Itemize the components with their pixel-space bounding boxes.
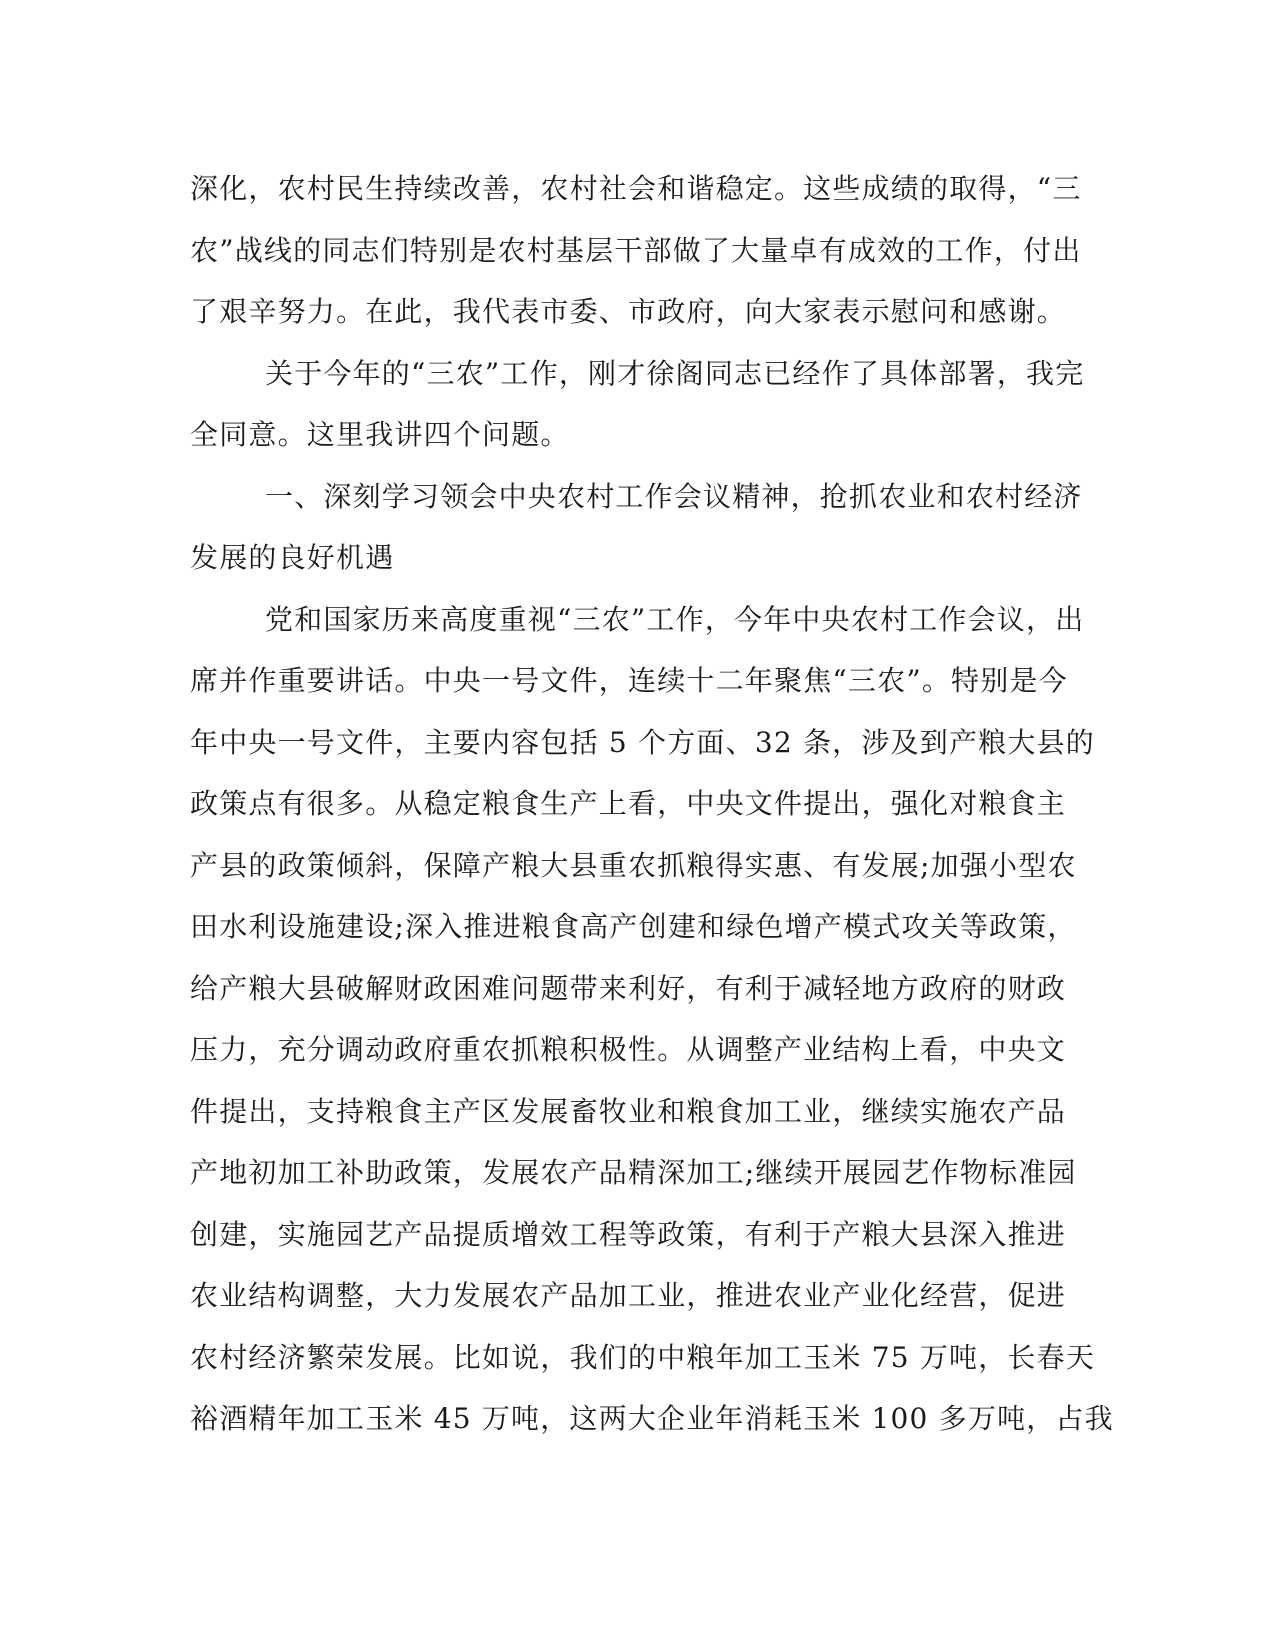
section-heading-line: 一、深刻学习领会中央农村工作会议精神，抢抓农业和农村经济 — [265, 479, 1083, 513]
text-line: 压力，充分调动政府重农抓粮积极性。从调整产业结构上看，中央文 — [190, 1033, 1067, 1066]
text-line: 产县的政策倾斜，保障产粮大县重农抓粮得实惠、有发展;加强小型农 — [190, 848, 1077, 882]
text-line: 了艰辛努力。在此，我代表市委、市政府，向大家表示慰问和感谢。 — [190, 295, 1067, 328]
text-line: 深化，农村民生持续改善，农村社会和谐稳定。这些成绩的取得，“三 — [190, 172, 1082, 205]
text-line: 农村经济繁荣发展。比如说，我们的中粮年加工玉米 75 万吨，长春天 — [190, 1340, 1096, 1374]
text-line: 产地初加工补助政策，发展农产品精深加工;继续开展园艺作物标准园 — [190, 1156, 1077, 1189]
text-line: 全同意。这里我讲四个问题。 — [190, 418, 570, 451]
text-line: 田水利设施建设;深入推进粮食高产创建和绿色增产模式攻关等政策， — [190, 910, 1077, 943]
section-heading-line: 发展的良好机遇 — [190, 541, 395, 574]
text-line: 给产粮大县破解财政困难问题带来利好，有利于减轻地方政府的财政 — [190, 971, 1067, 1005]
text-line: 政策点有很多。从稳定粮食生产上看，中央文件提出，强化对粮食主 — [190, 787, 1067, 820]
text-line: 创建，实施园艺产品提质增效工程等政策，有利于产粮大县深入推进 — [190, 1217, 1067, 1251]
paragraph-first-line: 党和国家历来高度重视“三农”工作，今年中央农村工作会议，出 — [265, 602, 1085, 636]
text-line: 件提出，支持粮食主产区发展畜牧业和粮食加工业，继续实施农产品 — [190, 1094, 1067, 1128]
text-line: 农业结构调整，大力发展农产品加工业，推进农业产业化经营，促进 — [190, 1279, 1067, 1312]
paragraph-first-line: 关于今年的“三农”工作，刚才徐阁同志已经作了具体部署，我完 — [265, 356, 1085, 390]
text-line: 年中央一号文件，主要内容包括 5 个方面、32 条，涉及到产粮大县的 — [190, 725, 1095, 759]
body-text — [190, 158, 1114, 1450]
text-line: 席并作重要讲话。中央一号文件，连续十二年聚焦“三农”。特别是今 — [190, 664, 1068, 697]
text-line: 裕酒精年加工玉米 45 万吨，这两大企业年消耗玉米 100 多万吨，占我 — [190, 1402, 1114, 1435]
text-line: 农”战线的同志们特别是农村基层干部做了大量卓有成效的工作，付出 — [190, 233, 1082, 267]
